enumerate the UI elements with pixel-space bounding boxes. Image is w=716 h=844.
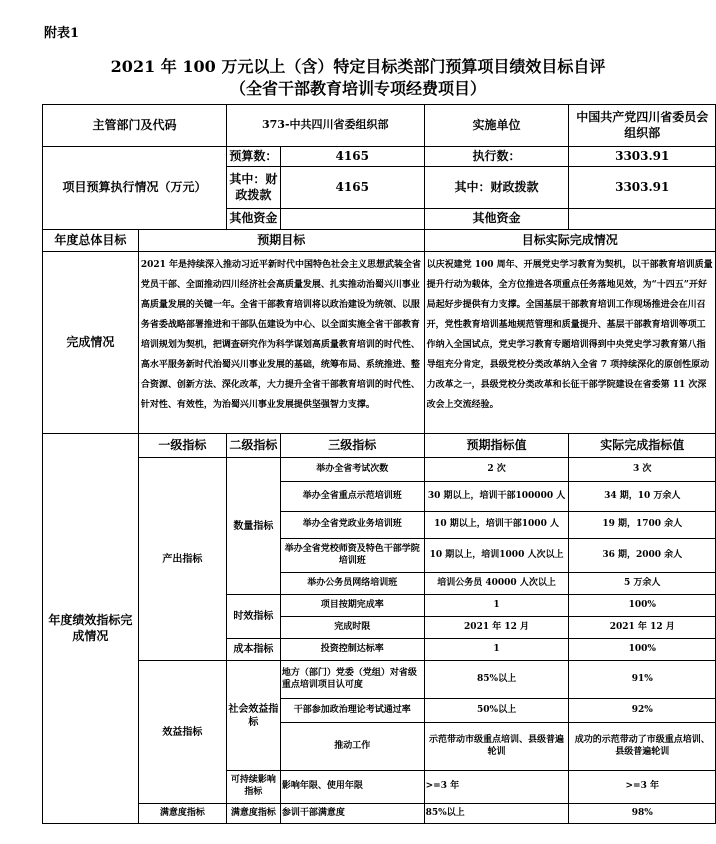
actual-value: 5 万余人 bbox=[569, 573, 716, 595]
completion-status-label: 完成情况 bbox=[43, 252, 139, 434]
other-funds-label: 其他资金 bbox=[226, 209, 280, 230]
actual-value: 92% bbox=[569, 699, 716, 723]
impl-value: 中国共产党四川省委员会组织部 bbox=[569, 105, 716, 147]
expected-value: 1 bbox=[424, 639, 569, 661]
indicator-name: 举办全省考试次数 bbox=[280, 458, 424, 482]
expected-value: 85%以上 bbox=[424, 661, 569, 699]
level3-header: 三级指标 bbox=[280, 434, 424, 458]
evaluation-table bbox=[42, 104, 716, 824]
expected-value-header: 预期指标值 bbox=[424, 434, 569, 458]
cost-indicator-label: 成本指标 bbox=[226, 639, 280, 661]
budget-num-value: 4165 bbox=[280, 147, 424, 167]
expected-value: 10 期以上，培训干部1000 人 bbox=[424, 512, 569, 539]
page-subtitle: （全省干部教育培训专项经费项目） bbox=[229, 79, 486, 98]
indicator-name: 影响年限、使用年限 bbox=[280, 771, 424, 804]
indicator-name: 举办全省党校师资及特色干部学院培训班 bbox=[280, 539, 424, 573]
other-funds-exec-label: 其他资金 bbox=[424, 209, 569, 230]
timeliness-indicator-label: 时效指标 bbox=[226, 595, 280, 639]
exec-num-label: 执行数： bbox=[424, 147, 569, 167]
indicator-name: 干部参加政治理论考试通过率 bbox=[280, 699, 424, 723]
actual-value: 100% bbox=[569, 639, 716, 661]
expected-value: 培训公务员 40000 人次以上 bbox=[424, 573, 569, 595]
other-funds-exec bbox=[569, 209, 716, 230]
actual-completion-header: 目标实际完成情况 bbox=[424, 230, 715, 252]
expected-value: >=3 年 bbox=[424, 771, 569, 804]
indicator-name: 完成时限 bbox=[280, 617, 424, 639]
actual-value: 100% bbox=[569, 595, 716, 617]
actual-value: 成功的示范带动了市级重点培训、县级普遍轮训 bbox=[569, 723, 716, 771]
fiscal-exec-value: 3303.91 bbox=[569, 167, 716, 209]
budget-num-label: 预算数： bbox=[226, 147, 280, 167]
impl-label: 实施单位 bbox=[424, 105, 569, 147]
indicator-name: 举办全省党政业务培训班 bbox=[280, 512, 424, 539]
expected-value: 10 期以上，培训1000 人次以上 bbox=[424, 539, 569, 573]
effect-indicator-label: 效益指标 bbox=[138, 661, 226, 804]
expected-target-header: 预期目标 bbox=[138, 230, 424, 252]
actual-value: 34 期，10 万余人 bbox=[569, 482, 716, 512]
perf-section-label: 年度绩效指标完成情况 bbox=[43, 434, 139, 824]
dept-value: 373-中共四川省委组织部 bbox=[226, 105, 424, 147]
quantity-indicator-label: 数量指标 bbox=[226, 458, 280, 595]
indicator-name: 举办公务员网络培训班 bbox=[280, 573, 424, 595]
budget-label: 项目预算执行情况（万元） bbox=[43, 147, 227, 230]
expected-value: 50%以上 bbox=[424, 699, 569, 723]
expected-value: 30 期以上，培训干部100000 人 bbox=[424, 482, 569, 512]
overall-target-label: 年度总体目标 bbox=[43, 230, 139, 252]
actual-value: 2021 年 12 月 bbox=[569, 617, 716, 639]
actual-value: 91% bbox=[569, 661, 716, 699]
annex-label: 附表1 bbox=[44, 26, 80, 41]
exec-num-value: 3303.91 bbox=[569, 147, 716, 167]
actual-value: >=3 年 bbox=[569, 771, 716, 804]
output-indicator-label: 产出指标 bbox=[138, 458, 226, 661]
other-funds-budget bbox=[280, 209, 424, 230]
expected-value: 2 次 bbox=[424, 458, 569, 482]
indicator-name: 参训干部满意度 bbox=[280, 804, 424, 824]
fiscal-exec-label: 其中：财政拨款 bbox=[424, 167, 569, 209]
fiscal-label: 其中：财政拨款 bbox=[226, 167, 280, 209]
expected-target-text: 2021 年是持续深入推动习近平新时代中国特色社会主义思想武装全省党员干部、全面推动四川经济社会高质量发展、扎实推动治蜀兴川事业高质量发展的关键一年。全省干部教育培训将以政治建设为统领、以服务省委战略部署推进和干部队伍建设为中心、以全面实施全省干部教育培训规划为契机，把调查研究作为科学谋划高质量教育培训的时代性、高水平服务新时代治蜀兴川事业发展的基础，统筹布局、系统推进、整合资源、创新方法、深化改革，大力提升全省干部教育培训的时代性、针对性、有效性，为治蜀兴川事业发展提供坚强智力支撑。 bbox=[138, 252, 424, 434]
satisfaction-indicator-label: 满意度指标 bbox=[138, 804, 226, 824]
actual-value-header: 实际完成指标值 bbox=[569, 434, 716, 458]
level1-header: 一级指标 bbox=[138, 434, 226, 458]
sustain-indicator-label: 可持续影响指标 bbox=[226, 771, 280, 804]
satisfaction-sub-label: 满意度指标 bbox=[226, 804, 280, 824]
indicator-name: 项目按期完成率 bbox=[280, 595, 424, 617]
expected-value: 示范带动市级重点培训、县级普遍轮训 bbox=[424, 723, 569, 771]
dept-label: 主管部门及代码 bbox=[43, 105, 227, 147]
indicator-name: 推动工作 bbox=[280, 723, 424, 771]
expected-value: 85%以上 bbox=[424, 804, 569, 824]
actual-value: 98% bbox=[569, 804, 716, 824]
social-indicator-label: 社会效益指标 bbox=[226, 661, 280, 771]
indicator-name: 投资控制达标率 bbox=[280, 639, 424, 661]
actual-value: 19 期，1700 余人 bbox=[569, 512, 716, 539]
expected-value: 2021 年 12 月 bbox=[424, 617, 569, 639]
indicator-name: 举办全省重点示范培训班 bbox=[280, 482, 424, 512]
actual-value: 3 次 bbox=[569, 458, 716, 482]
level2-header: 二级指标 bbox=[226, 434, 280, 458]
page-title: 2021 年 100 万元以上（含）特定目标类部门预算项目绩效目标自评 bbox=[110, 57, 606, 76]
actual-value: 36 期，2000 余人 bbox=[569, 539, 716, 573]
indicator-name: 地方（部门）党委（党组）对省级重点培训项目认可度 bbox=[280, 661, 424, 699]
fiscal-budget-value: 4165 bbox=[280, 167, 424, 209]
expected-value: 1 bbox=[424, 595, 569, 617]
actual-completion-text: 以庆祝建党 100 周年、开展党史学习教育为契机，以干部教育培训质量提升行动为载体，全方位推进各项重点任务落地见效，为“十四五”开好局起好步提供有力支撑。全国基层干部教育培训工作现场推进会在川召开，党性教育培训基地规范管理和质量提升、基层干部教育培训等项工作纳入全国试点，党史学习教育专题培训得到中央党史学习教育第八指导组充分肯定，县级党校分类改革纳入全省 7 项持续深化的原创性原动力改革之一，县级党校分类改革和长征干部学院建设在省委第 11 次深改会上交流经验。 bbox=[424, 252, 715, 434]
